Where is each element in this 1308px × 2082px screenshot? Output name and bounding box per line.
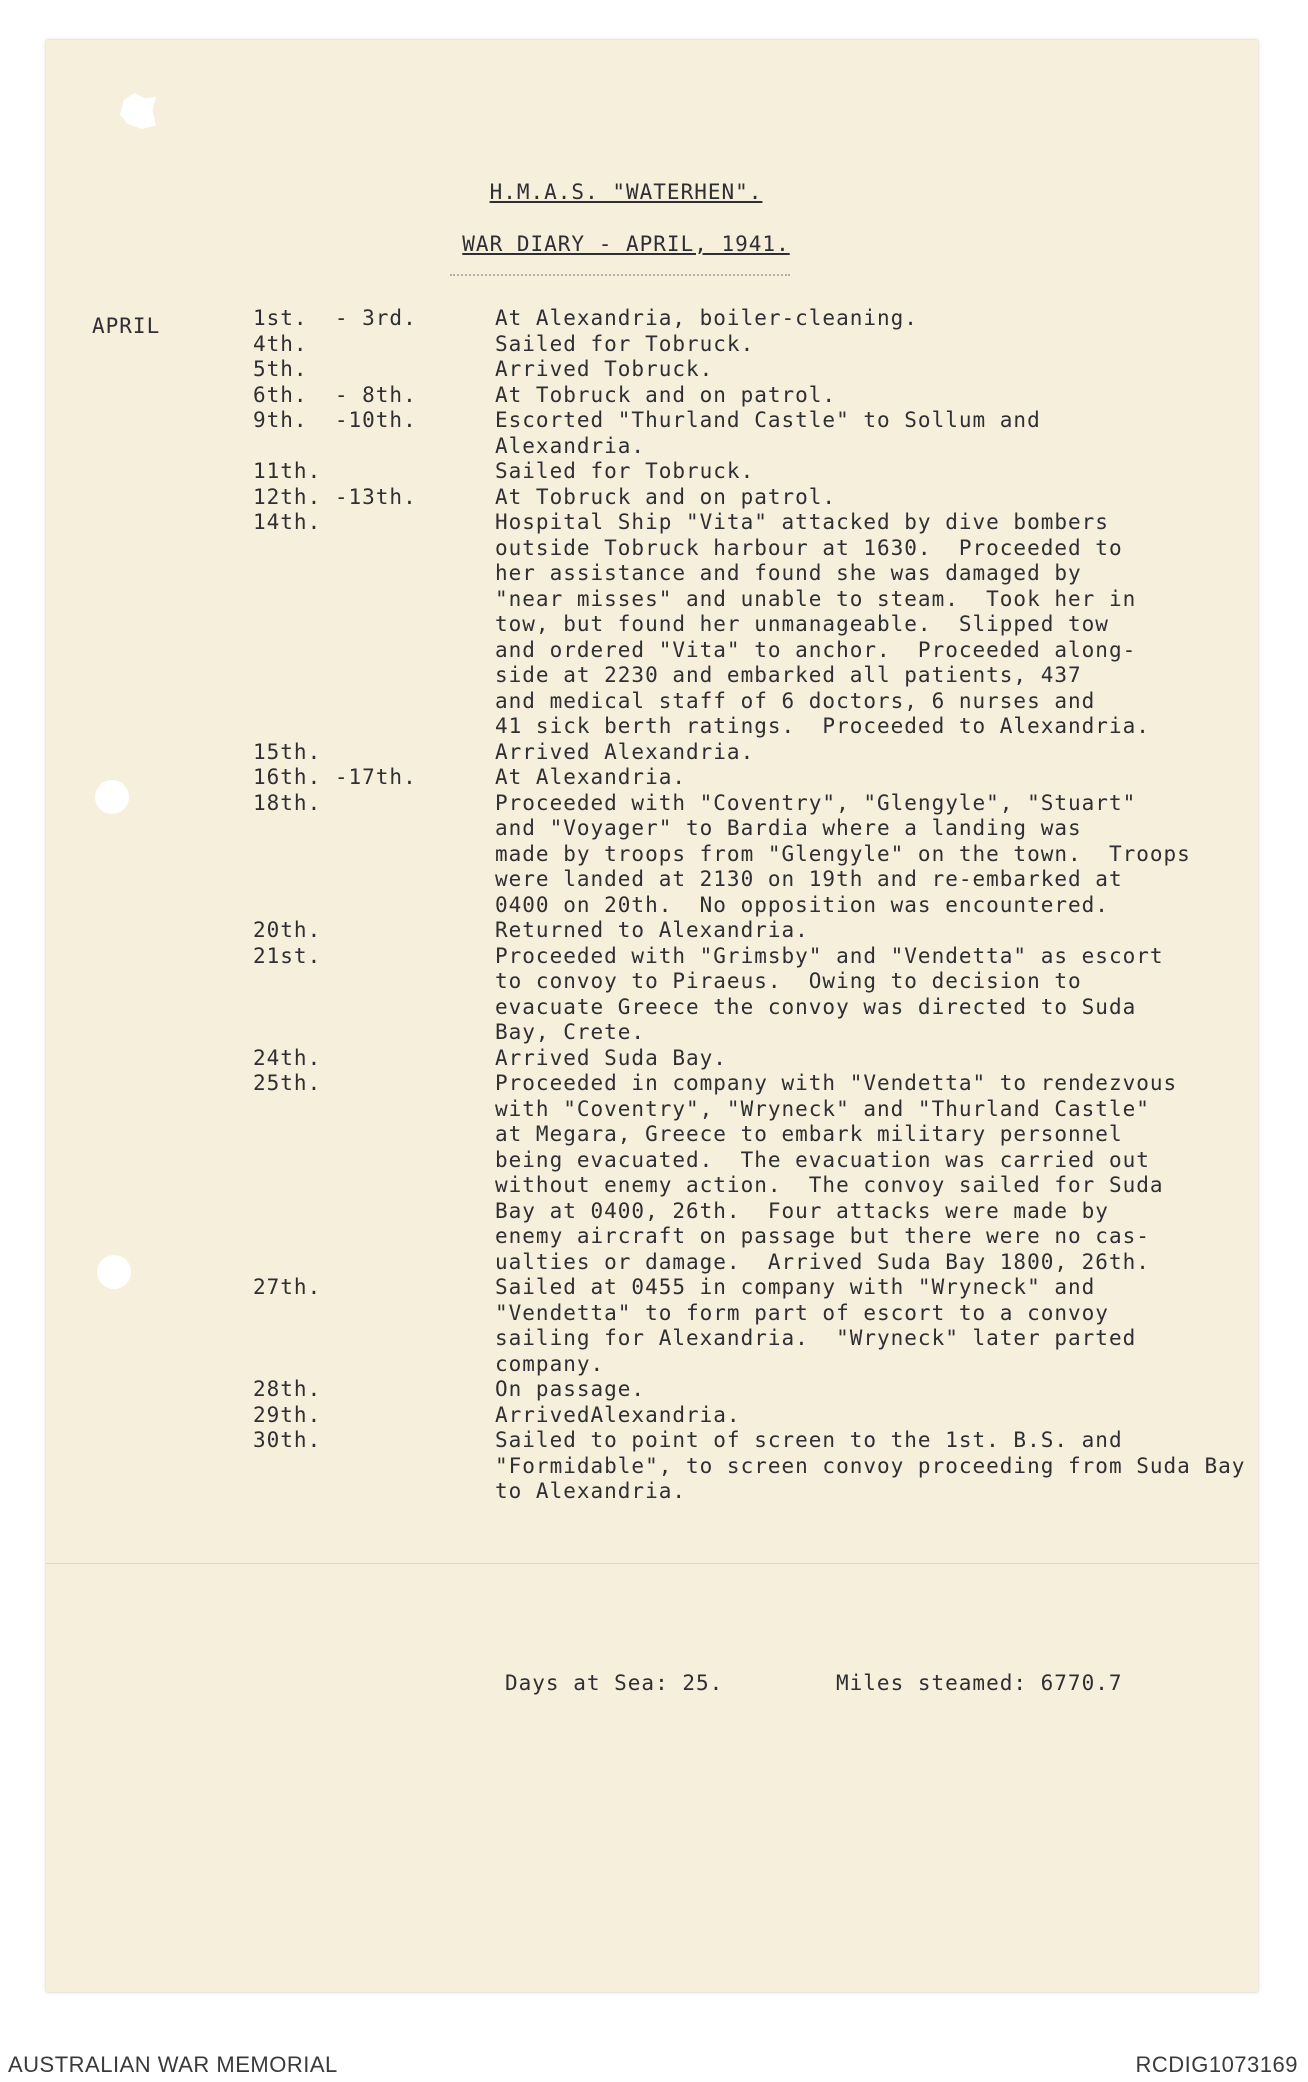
entry-dates: 21st.	[253, 943, 322, 968]
entry-text	[495, 408, 1253, 459]
archive-reference-id: RCDIG1073169	[1135, 2052, 1298, 2077]
entry-dates: 6th. - 8th.	[253, 382, 417, 407]
diary-entry	[253, 383, 1253, 409]
diary-entry	[253, 1071, 1253, 1275]
diary-entry	[253, 1275, 1253, 1377]
entry-text-line: Proceeded with "Grimsby" and "Vendetta" as escort	[495, 943, 1164, 968]
diary-entry	[253, 306, 1253, 332]
entry-text-line: side at 2230 and embarked all patients, 437	[495, 663, 1082, 687]
entry-text-line: and medical staff of 6 doctors, 6 nurses and	[495, 688, 1096, 713]
entry-text-line: Arrived Suda Bay.	[495, 1045, 727, 1070]
diary-entry	[253, 918, 1253, 944]
entry-text-line: Arrived Alexandria.	[495, 739, 755, 764]
entry-dates: 25th.	[253, 1071, 322, 1095]
entry-text-line: ualties or damage. Arrived Suda Bay 1800, 26th.	[495, 1249, 1150, 1274]
diary-entry	[253, 791, 1253, 919]
entry-dates: 29th.	[253, 1402, 322, 1427]
entry-text-line: company.	[495, 1351, 605, 1376]
entry-text-line: with "Coventry", "Wryneck" and "Thurland Castle"	[495, 1096, 1150, 1121]
entry-dates: 5th.	[253, 357, 308, 381]
entry-text-line: made by troops from "Glengyle" on the town. Troops	[495, 841, 1191, 866]
entry-dates: 11th.	[253, 459, 322, 483]
entry-dates: 18th.	[253, 790, 322, 815]
month-label: APRIL	[92, 314, 161, 338]
entry-text-line: sailing for Alexandria. "Wryneck" later parted	[495, 1326, 1137, 1350]
entry-text-line: "near misses" and unable to steam. Took her in	[495, 586, 1137, 611]
entry-text-line: were landed at 2130 on 19th and re-embarked at	[495, 867, 1123, 891]
diary-entry	[253, 1403, 1253, 1429]
entry-text	[495, 918, 1253, 944]
entry-text-line: tow, but found her unmanageable. Slipped tow	[495, 612, 1109, 636]
entry-text	[495, 485, 1253, 511]
diary-entry	[253, 408, 1253, 459]
diary-entry	[253, 944, 1253, 1046]
entry-text-line: Escorted "Thurland Castle" to Sollum and	[495, 408, 1041, 432]
entry-dates: 30th.	[253, 1428, 322, 1452]
entry-text	[495, 1046, 1253, 1072]
entry-text-line: Arrived Tobruck.	[495, 357, 714, 381]
entry-dates: 27th.	[253, 1275, 322, 1299]
entry-text-line: at Megara, Greece to embark military personnel	[495, 1122, 1123, 1146]
entry-text-line: Proceeded in company with "Vendetta" to rendezvous	[495, 1071, 1178, 1095]
entry-text-line: and "Voyager" to Bardia where a landing was	[495, 816, 1082, 840]
diary-entry	[253, 357, 1253, 383]
entry-text-line: 0400 on 20th. No opposition was encountered.	[495, 892, 1109, 917]
entry-text-line: Hospital Ship "Vita" attacked by dive bombers	[495, 510, 1109, 534]
entry-text-line: At Alexandria, boiler-cleaning.	[495, 306, 918, 330]
diary-entry	[253, 1428, 1253, 1505]
entry-text	[495, 1403, 1253, 1429]
entry-text-line: her assistance and found she was damaged by	[495, 561, 1082, 585]
diary-entry	[253, 485, 1253, 511]
entry-dates: 1st. - 3rd.	[253, 306, 417, 330]
entry-text-line: On passage.	[495, 1377, 646, 1401]
entry-text	[495, 332, 1253, 358]
entry-text	[495, 306, 1253, 332]
entry-text-line: Alexandria.	[495, 433, 646, 458]
entry-text	[495, 459, 1253, 485]
entry-text	[495, 510, 1253, 740]
entry-text-line: and ordered "Vita" to anchor. Proceeded along-	[495, 637, 1137, 662]
entry-dates: 15th.	[253, 739, 322, 764]
entry-text-line: "Vendetta" to form part of escort to a convoy	[495, 1300, 1109, 1325]
entry-text-line: without enemy action. The convoy sailed for Suda	[495, 1173, 1164, 1197]
entry-text	[495, 740, 1253, 766]
diary-entries	[253, 306, 1253, 1505]
document-subtitle: WAR DIARY - APRIL, 1941.	[462, 232, 790, 256]
punch-hole-upper	[95, 780, 129, 814]
entry-text-line: 41 sick berth ratings. Proceeded to Alexandria.	[495, 714, 1150, 738]
dotted-divider	[450, 274, 790, 276]
entry-text-line: Returned to Alexandria.	[495, 918, 809, 942]
diary-entry	[253, 1377, 1253, 1403]
entry-text	[495, 1428, 1253, 1505]
entry-text	[495, 383, 1253, 409]
entry-text-line: Bay, Crete.	[495, 1020, 646, 1044]
entry-text-line: Sailed for Tobruck.	[495, 459, 755, 483]
entry-dates: 16th. -17th.	[253, 765, 417, 789]
entry-dates: 14th.	[253, 510, 322, 534]
entry-text-line: Bay at 0400, 26th. Four attacks were made by	[495, 1198, 1109, 1223]
diary-entry	[253, 1046, 1253, 1072]
diary-entry	[253, 332, 1253, 358]
entry-text-line: to Alexandria.	[495, 1479, 687, 1503]
entry-text	[495, 1275, 1253, 1377]
diary-entry	[253, 510, 1253, 740]
page-fold-line	[46, 1563, 1258, 1564]
diary-entry	[253, 740, 1253, 766]
entry-dates: 28th.	[253, 1377, 322, 1401]
entry-text	[495, 791, 1253, 919]
entry-text	[495, 944, 1253, 1046]
entry-dates: 20th.	[253, 918, 322, 942]
entry-text-line: evacuate Greece the convoy was directed to Suda	[495, 994, 1137, 1019]
entry-text	[495, 1071, 1253, 1275]
entry-text-line: At Alexandria.	[495, 765, 687, 789]
miles-steamed: Miles steamed: 6770.7	[836, 1671, 1123, 1695]
entry-dates: 4th.	[253, 331, 308, 356]
entry-text	[495, 357, 1253, 383]
entry-text	[495, 1377, 1253, 1403]
entry-text-line: At Tobruck and on patrol.	[495, 484, 837, 509]
entry-text-line: Proceeded with "Coventry", "Glengyle", "Stuart"	[495, 790, 1137, 815]
entry-dates: 9th. -10th.	[253, 408, 417, 432]
entry-text-line: to convoy to Piraeus. Owing to decision to	[495, 969, 1082, 993]
diary-entry	[253, 765, 1253, 791]
entry-text-line: "Formidable", to screen convoy proceeding from Suda Bay	[495, 1453, 1246, 1478]
entry-text-line: Sailed for Tobruck.	[495, 331, 755, 356]
diary-entry	[253, 459, 1253, 485]
entry-text-line: outside Tobruck harbour at 1630. Proceeded to	[495, 535, 1123, 560]
entry-text-line: ArrivedAlexandria.	[495, 1402, 741, 1427]
entry-text-line: Sailed to point of screen to the 1st. B.S. and	[495, 1428, 1123, 1452]
entry-text-line: enemy aircraft on passage but there were no cas-	[495, 1224, 1150, 1248]
entry-text	[495, 765, 1253, 791]
document-title: H.M.A.S. "WATERHEN".	[489, 180, 763, 204]
entry-dates: 24th.	[253, 1045, 322, 1070]
entry-dates: 12th. -13th.	[253, 484, 417, 509]
entry-text-line: Sailed at 0455 in company with "Wryneck" and	[495, 1275, 1096, 1299]
days-at-sea: Days at Sea: 25.	[505, 1671, 724, 1695]
entry-text-line: At Tobruck and on patrol.	[495, 382, 837, 407]
punch-hole-lower	[97, 1255, 131, 1289]
archive-credit: AUSTRALIAN WAR MEMORIAL	[8, 2052, 338, 2077]
entry-text-line: being evacuated. The evacuation was carried out	[495, 1147, 1150, 1172]
